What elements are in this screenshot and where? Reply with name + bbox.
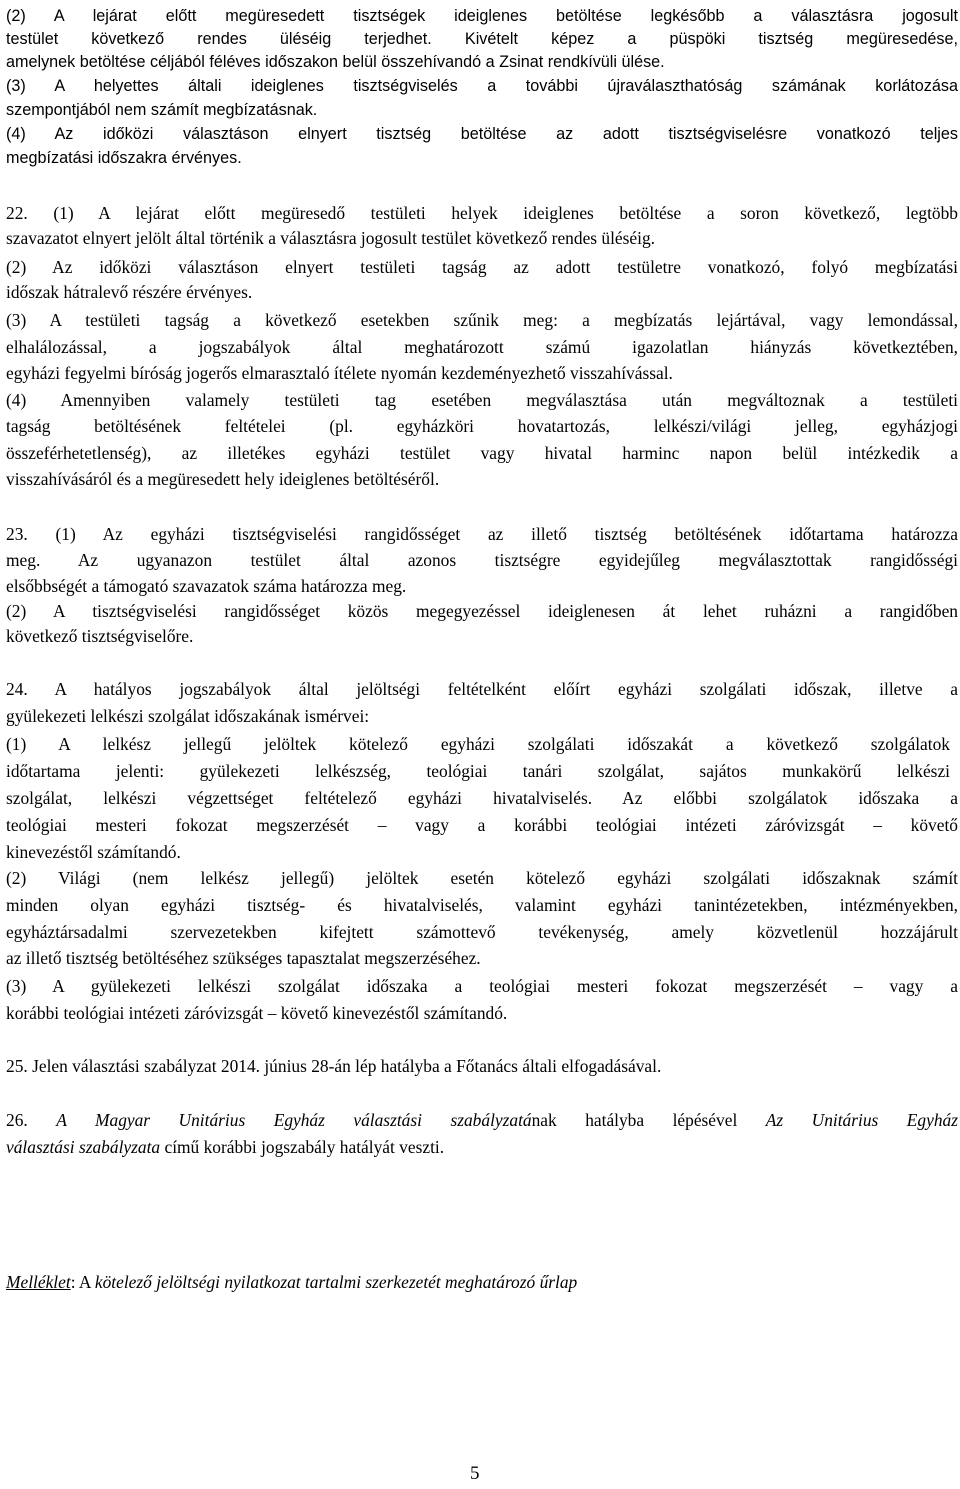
text-line: tagság betöltésének feltételei (pl. egyházköri hovatartozás, lelkészi/világi jelleg, egyházjogi — [6, 416, 958, 436]
section-number: 26. — [6, 1110, 28, 1130]
italic-title: A Magyar Unitárius Egyház választási szabályzatá — [56, 1110, 532, 1130]
text-line: összeférhetetlenség), az illetékes egyházi testület vagy hivatal harminc napon belül intézkedik a — [6, 443, 958, 463]
text-line: (2) Az időközi választáson elnyert testületi tagság az adott testületre vonatkozó, folyó megbízatási — [6, 257, 958, 277]
annex-colon: : A — [70, 1272, 91, 1292]
text-line: időszak hátralevő részére érvényes. — [6, 282, 253, 302]
text-line: (2) A lejárat előtt megüresedett tisztségek ideiglenes betöltése legkésőbb a választásra jogosult — [6, 7, 958, 25]
text-line: minden olyan egyházi tisztség- és hivatalviselés, valamint egyházi tanintézetekben, intézményekben, — [6, 895, 958, 915]
text-run: című korábbi jogszabály hatályát veszti. — [160, 1137, 445, 1157]
italic-title: Az Unitárius Egyház — [765, 1110, 958, 1130]
annex-title: kötelező jelöltségi nyilatkozat tartalmi szerkezetét meghatározó űrlap — [94, 1272, 578, 1292]
text-line: 23. (1) Az egyházi tisztségviselési rangidősséget az illető tisztség betöltésének időtartama határozza — [6, 524, 958, 544]
text-line: (1) A lelkész jellegű jelöltek kötelező egyházi szolgálati időszakát a következő szolgálatok — [6, 734, 950, 754]
text-line: elhalálozással, a jogszabályok által meghatározott számú igazolatlan hiányzás következtében, — [6, 337, 958, 357]
text-line: korábbi teológiai intézeti záróvizsgát – követő kinevezéstől számítandó. — [6, 1003, 508, 1023]
text-line: testület következő rendes üléséig terjedhet. Kivételt képez a püspöki tisztség megüresedése, — [6, 30, 958, 48]
text-line: (3) A testületi tagság a következő esetekben szűnik meg: a megbízatás lejártával, vagy lemondással, — [6, 310, 958, 330]
annex-line — [6, 1272, 577, 1292]
text-line: (2) A tisztségviselési rangidősséget közös megegyezéssel ideiglenesen át lehet ruházni a rangidőben — [6, 601, 958, 621]
text-line: megbízatási időszakra érvényes. — [6, 149, 242, 167]
text-line: (2) Világi (nem lelkész jellegű) jelöltek esetén kötelező egyházi szolgálati időszaknak számít — [6, 868, 958, 888]
text-line: egyháztársadalmi szervezetekben kifejtett számottevő tevékenység, amely közvetlenül hozzájárult — [6, 922, 958, 942]
text-line: (4) Az időközi választáson elnyert tisztség betöltése az adott tisztségviselésre vonatkozó teljes — [6, 125, 958, 143]
section-25: 25. Jelen választási szabályzat 2014. június 28-án lép hatályba a Főtanács általi elfogadásával. — [6, 1056, 662, 1076]
text-line: teológiai mesteri fokozat megszerzését – vagy a korábbi teológiai intézeti záróvizsgát – követő — [6, 815, 958, 835]
text-line: szolgálat, lelkészi végzettséget feltételező egyházi hivatalviselés. Az előbbi szolgálatok időszaka a — [6, 788, 958, 808]
text-line: 24. A hatályos jogszabályok által jelöltségi feltételként előírt egyházi szolgálati időszak, illetve a — [6, 679, 958, 699]
annex-label: Melléklet — [6, 1272, 71, 1292]
text-line: amelynek betöltése céljából féléves időszakon belül összehívandó a Zsinat rendkívüli ülése. — [6, 53, 665, 71]
text-run: nak hatályba lépésével — [531, 1110, 738, 1130]
text-line: szavazatot elnyert jelölt által történik a választásra jogosult testület következő rendes üléséig. — [6, 228, 656, 248]
text-line: elsőbbségét a támogató szavazatok száma határozza meg. — [6, 576, 407, 596]
italic-title: választási szabályzata — [6, 1137, 161, 1157]
text-line: időtartama jelenti: gyülekezeti lelkészség, teológiai tanári szolgálat, sajátos munkakörű lelkészi — [6, 761, 950, 781]
text-line: (3) A gyülekezeti lelkészi szolgálat időszaka a teológiai mesteri fokozat megszerzését – vagy a — [6, 976, 958, 996]
text-line: az illető tisztség betöltéséhez szükséges tapasztalat megszerzéséhez. — [6, 948, 481, 968]
text-line: egyházi fegyelmi bíróság jogerős elmarasztaló ítélete nyomán kezdeményezhető visszahívással. — [6, 363, 673, 383]
page-number: 5 — [470, 1463, 480, 1484]
text-line: (4) Amennyiben valamely testületi tag esetében megválasztása után megváltoznak a testületi — [6, 390, 958, 410]
text-line: gyülekezeti lelkészi szolgálat időszakának ismérvei: — [6, 706, 370, 726]
section-26-line-1 — [6, 1110, 958, 1130]
text-line: következő tisztségviselőre. — [6, 626, 194, 646]
text-line: kinevezéstől számítandó. — [6, 842, 181, 862]
text-line: visszahívásáról és a megüresedett hely ideiglenes betöltéséről. — [6, 469, 440, 489]
text-line: meg. Az ugyanazon testület által azonos tisztségre egyidejűleg megválasztottak rangidősségi — [6, 550, 958, 570]
text-line: szempontjából nem számít megbízatásnak. — [6, 101, 318, 119]
text-line: 22. (1) A lejárat előtt megüresedő testületi helyek ideiglenes betöltése a soron következő, legtöbb — [6, 203, 958, 223]
text-line: (3) A helyettes általi ideiglenes tisztségviselés a további újraválaszthatóság számának korlátozása — [6, 77, 958, 95]
section-26-line-2 — [6, 1137, 444, 1157]
